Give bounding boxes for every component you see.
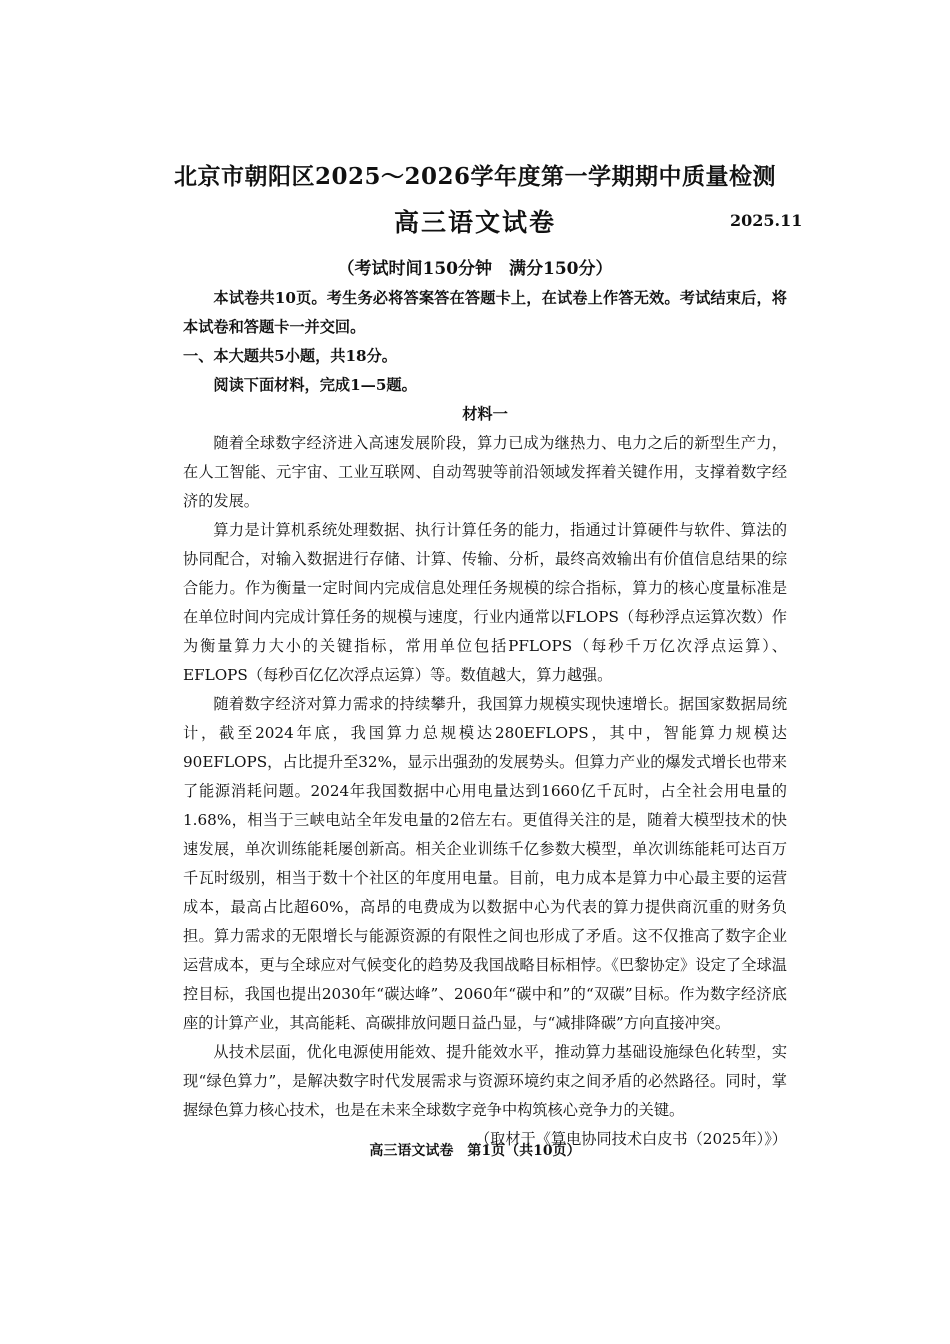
exam-title: 北京市朝阳区2025～2026学年度第一学期期中质量检测 bbox=[173, 163, 777, 190]
material-source: （取材于《算电协同技术白皮书（2025年）》） bbox=[474, 1130, 787, 1148]
instructions-text: 本试卷共10页。考生务必将答案答在答题卡上，在试卷上作答无效。考试结束后，将本试卷和答题卡一并交回。 bbox=[183, 289, 787, 336]
page-footer: 高三语文试卷 第1页（共10页） bbox=[369, 1143, 581, 1159]
material-paragraph-3: 随着数字经济对算力需求的持续攀升，我国算力规模实现快速增长。据国家数据局统计，截至2024年底，我国算力总规模达280EFLOPS，其中，智能算力规模达90EFLOPS，占比提升至32%，显示出强劲的发展势头。但算力产业的爆发式增长也带来了能源消耗问题。2024年我国数据中心用电量达到1660亿千瓦时，占全社会用电量的1.68%，相当于三峡电站全年发电量的2倍左右。更值得关注的是，随着大模型技术的快速发展，单次训练能耗屡创新高。相关企业训练千亿参数大模型，单次训练能耗可达百万千瓦时级别，相当于数十个社区的年度用电量。目前，电力成本是算力中心最主要的运营成本，最高占比超60%，高昂的电费成为以数据中心为代表的算力提供商沉重的财务负担。算力需求的无限增长与能源资源的有限性之间也形成了矛盾。这不仅推高了数字企业运营成本，更与全球应对气候变化的趋势及我国战略目标相悖。《巴黎协定》设定了全球温控目标，我国也提出2030年“碳达峰”、2060年“碳中和”的“双碳”目标。作为数字经济底座的计算产业，其高能耗、高碳排放问题日益凸显，与“减排降碳”方向直接冲突。 bbox=[183, 695, 787, 1032]
material-paragraph-4: 从技术层面，优化电源使用能效、提升能效水平，推动算力基础设施绿色化转型，实现“绿色算力”，是解决数字时代发展需求与资源环境约束之间矛盾的必然路径。同时，掌握绿色算力核心技术，也是在未来全球数字竞争中构筑核心竞争力的关键。 bbox=[183, 1043, 787, 1119]
exam-date: 2025.11 bbox=[730, 211, 803, 230]
material-title: 材料一 bbox=[462, 405, 508, 423]
material-paragraph-2: 算力是计算机系统处理数据、执行计算任务的能力，指通过计算硬件与软件、算法的协同配合，对输入数据进行存储、计算、传输、分析，最终高效输出有价值信息结果的综合能力。作为衡量一定时间内完成信息处理任务规模的综合指标，算力的核心度量标准是在单位时间内完成计算任务的规模与速度，行业内通常以FLOPS（每秒浮点运算次数）作为衡量算力大小的关键指标，常用单位包括PFLOPS（每秒千万亿次浮点运算）、EFLOPS（每秒百亿亿次浮点运算）等。数值越大，算力越强。 bbox=[183, 521, 787, 684]
exam-body bbox=[183, 284, 787, 1154]
exam-subtitle: 高三语文试卷 bbox=[393, 208, 556, 237]
material-paragraph-1: 随着全球数字经济进入高速发展阶段，算力已成为继热力、电力之后的新型生产力，在人工智能、元宇宙、工业互联网、自动驾驶等前沿领域发挥着关键作用，支撑着数字经济的发展。 bbox=[183, 434, 787, 510]
section-heading: 一、本大题共5小题，共18分。 bbox=[183, 347, 397, 365]
reading-prompt: 阅读下面材料，完成1—5题。 bbox=[213, 376, 417, 394]
exam-time-info: （考试时间150分钟 满分150分） bbox=[337, 259, 613, 279]
